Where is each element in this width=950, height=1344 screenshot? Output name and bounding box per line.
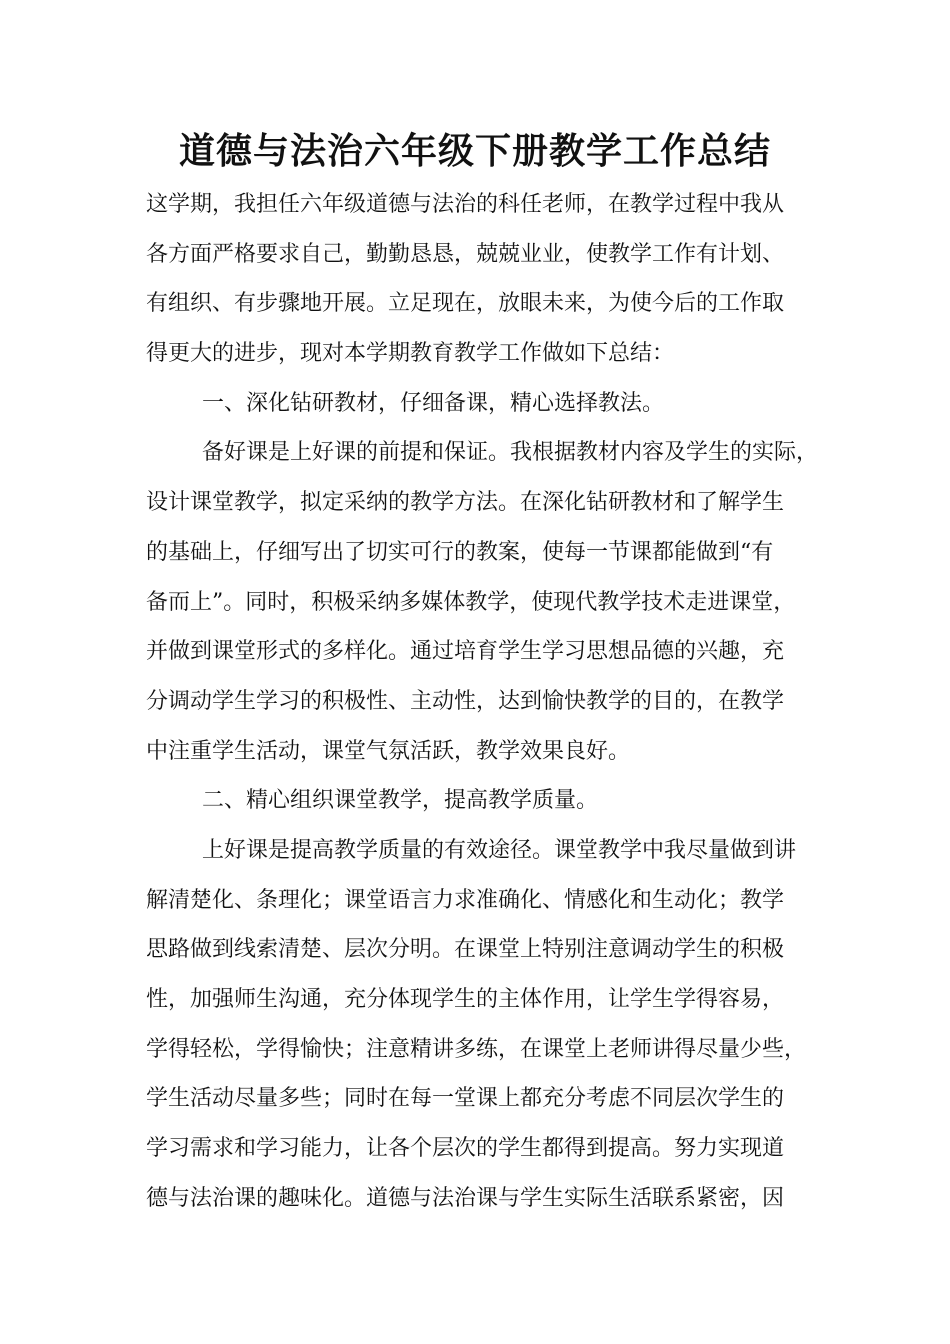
text-line: 这学期，我担任六年级道德与法治的科任老师，在教学过程中我从 xyxy=(146,192,785,217)
document-body xyxy=(146,180,818,1223)
text-line: 上好课是提高教学质量的有效途径。课堂教学中我尽量做到讲 xyxy=(202,837,797,863)
text-line: 思路做到线索清楚、层次分明。在课堂上特别注意调动学生的积极 xyxy=(146,937,785,963)
section-heading-1: 一、深化钻研教材，仔细备课，精心选择教法。 xyxy=(202,390,665,416)
text-line: 的基础上，仔细写出了切实可行的教案，使每一节课都能做到“有 xyxy=(146,539,774,565)
text-line: 得更大的进步，现对本学期教育教学工作做如下总结： xyxy=(146,341,675,367)
text-line: 中注重学生活动，课堂气氛活跃，教学效果良好。 xyxy=(146,738,631,764)
document-title: 道德与法治六年级下册教学工作总结 xyxy=(178,131,771,172)
text-line: 分调动学生学习的积极性、主动性，达到愉快教学的目的，在教学 xyxy=(146,688,785,714)
text-line: 各方面严格要求自己，勤勤恳恳，兢兢业业，使教学工作有计划、 xyxy=(146,241,785,267)
text-line: 学生活动尽量多些；同时在每一堂课上都充分考虑不同层次学生的 xyxy=(146,1086,785,1112)
text-line: 德与法治课的趣味化。道德与法治课与学生实际生活联系紧密，因 xyxy=(146,1185,785,1211)
text-line: 性，加强师生沟通，充分体现学生的主体作用，让学生学得容易， xyxy=(146,987,785,1012)
text-line: 备好课是上好课的前提和保证。我根据教材内容及学生的实际， xyxy=(202,440,818,466)
text-line: 并做到课堂形式的多样化。通过培育学生学习思想品德的兴趣，充 xyxy=(146,639,785,665)
text-line: 学习需求和学习能力，让各个层次的学生都得到提高。努力实现道 xyxy=(146,1136,785,1162)
text-line: 解清楚化、条理化；课堂语言力求准确化、情感化和生动化；教学 xyxy=(146,887,785,913)
text-line: 有组织、有步骤地开展。立足现在，放眼未来，为使今后的工作取 xyxy=(146,291,785,317)
text-line: 设计课堂教学，拟定采纳的教学方法。在深化钻研教材和了解学生 xyxy=(146,490,785,516)
section-heading-2: 二、精心组织课堂教学，提高教学质量。 xyxy=(202,788,599,814)
text-line: 学得轻松，学得愉快；注意精讲多练，在课堂上老师讲得尽量少些， xyxy=(146,1036,807,1062)
text-line: 备而上”。同时，积极采纳多媒体教学，使现代教学技术走进课堂， xyxy=(146,589,796,615)
